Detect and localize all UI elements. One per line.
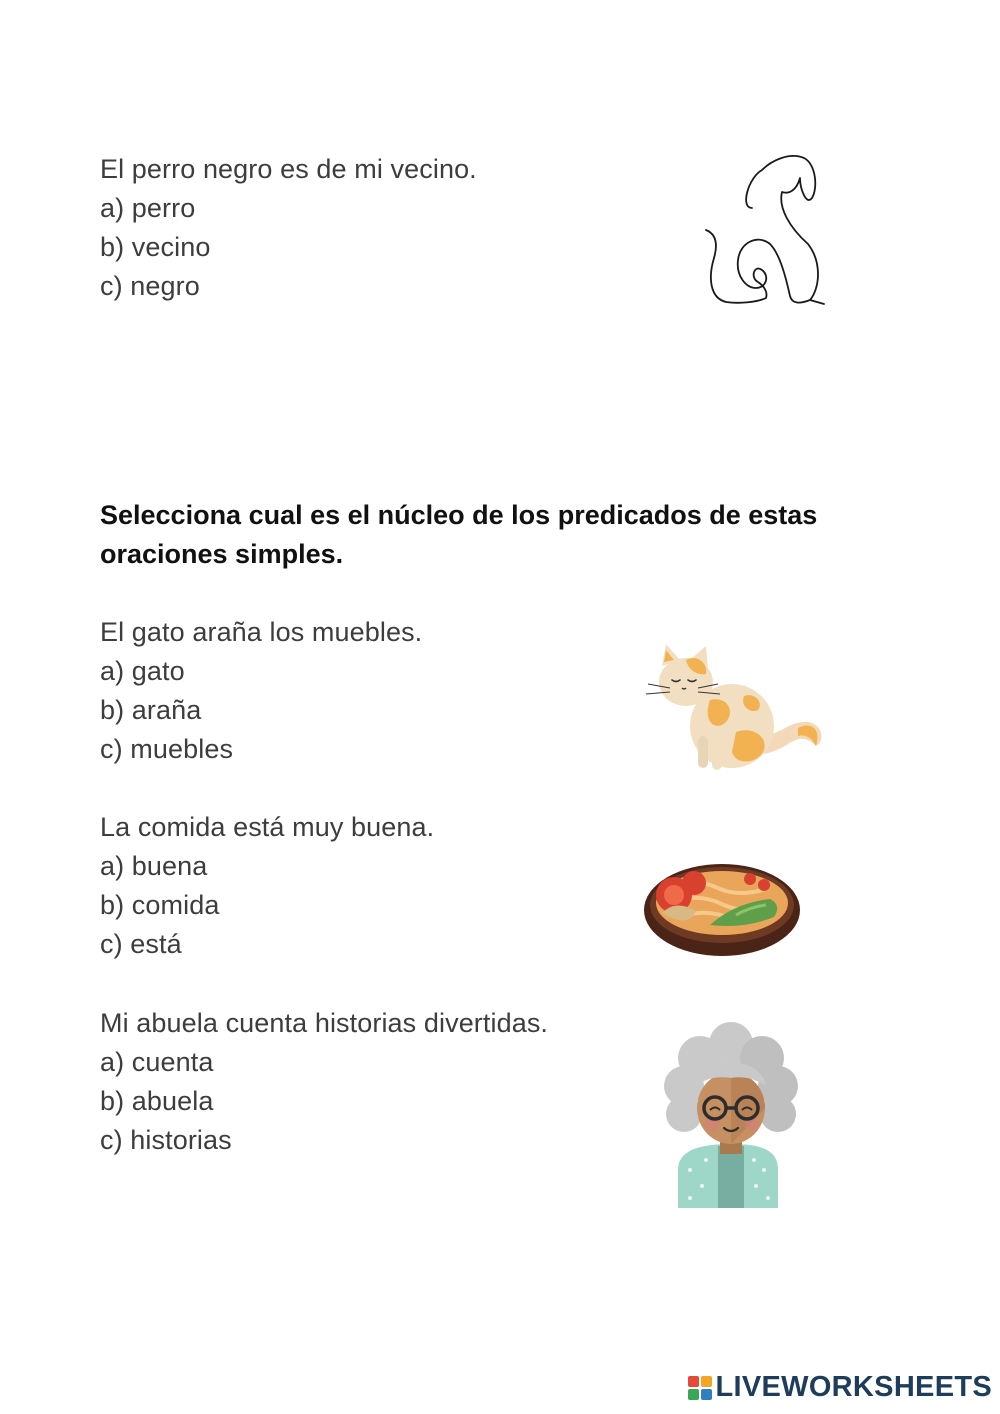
question-1-option-a[interactable]: a) perro xyxy=(100,193,196,223)
question-4-option-a[interactable]: a) cuenta xyxy=(100,1047,214,1077)
logo-square-green xyxy=(688,1389,699,1400)
grandmother-icon xyxy=(660,1020,802,1208)
question-3 xyxy=(100,808,434,964)
liveworksheets-logo-text: LIVEWORKSHEETS xyxy=(715,1371,992,1403)
logo-square-blue xyxy=(701,1389,712,1400)
cat-icon xyxy=(640,640,830,775)
question-2-option-b[interactable]: b) araña xyxy=(100,695,202,725)
question-4-option-b[interactable]: b) abuela xyxy=(100,1086,214,1116)
logo-square-red xyxy=(688,1376,699,1387)
question-4-sentence: Mi abuela cuenta historias divertidas. xyxy=(100,1008,549,1038)
section-heading-line-2: oraciones simples. xyxy=(100,539,344,569)
question-1-sentence: El perro negro es de mi vecino. xyxy=(100,154,477,184)
question-3-option-c[interactable]: c) está xyxy=(100,929,182,959)
liveworksheets-logo xyxy=(688,1371,993,1404)
question-1-option-c[interactable]: c) negro xyxy=(100,271,200,301)
food-bowl-icon xyxy=(640,855,805,965)
question-2 xyxy=(100,613,422,769)
question-4-option-c[interactable]: c) historias xyxy=(100,1125,232,1155)
question-1-option-b[interactable]: b) vecino xyxy=(100,232,211,262)
section-heading xyxy=(100,496,900,574)
question-3-option-b[interactable]: b) comida xyxy=(100,890,220,920)
question-2-option-c[interactable]: c) muebles xyxy=(100,734,234,764)
question-1 xyxy=(100,150,477,306)
liveworksheets-logo-mark xyxy=(688,1376,712,1400)
question-4 xyxy=(100,1004,548,1160)
logo-square-orange xyxy=(701,1376,712,1387)
question-2-option-a[interactable]: a) gato xyxy=(100,656,185,686)
question-2-sentence: El gato araña los muebles. xyxy=(100,617,423,647)
dog-line-drawing-icon xyxy=(700,148,830,310)
question-3-option-a[interactable]: a) buena xyxy=(100,851,208,881)
question-3-sentence: La comida está muy buena. xyxy=(100,812,435,842)
section-heading-line-1: Selecciona cual es el núcleo de los predicados de estas xyxy=(100,500,818,530)
